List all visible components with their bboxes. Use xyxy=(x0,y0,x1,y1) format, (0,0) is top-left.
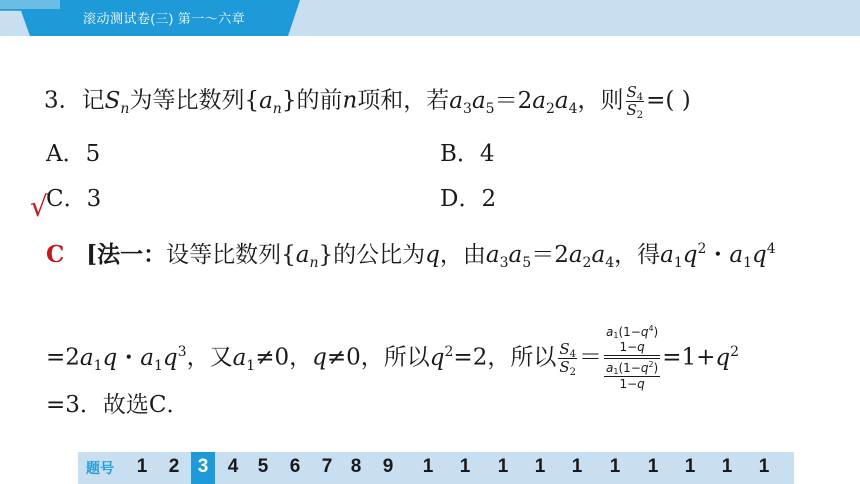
question-nav-bar xyxy=(78,452,794,484)
fraction-S4-over-S2: $\frac{S_4}{S_2}$ xyxy=(559,340,576,378)
math-q: q xyxy=(425,242,440,268)
question-text-part: 为等比数列{ xyxy=(129,87,260,114)
question-nav-item-8[interactable]: 8 xyxy=(350,456,362,477)
math-condition: $a_3a_5=2a_2a_4$ xyxy=(449,87,578,117)
option-c[interactable]: C．3 xyxy=(46,186,102,212)
question-nav-item-15[interactable]: 1 xyxy=(609,456,621,477)
math-q-squared: $q^2$ xyxy=(715,343,740,371)
question-nav-item-14[interactable]: 1 xyxy=(571,456,583,477)
question-text xyxy=(44,84,691,119)
question-nav-item-18[interactable]: 1 xyxy=(721,456,733,477)
question-nav-item-4[interactable]: 4 xyxy=(227,456,239,477)
question-nav-item-13[interactable]: 1 xyxy=(534,456,546,477)
question-nav-item-7[interactable]: 7 xyxy=(321,456,333,477)
option-d[interactable]: D．2 xyxy=(440,186,497,212)
math-q: q xyxy=(312,344,327,371)
method-label: [法一： xyxy=(86,241,167,268)
math-a-n: $a_n$ xyxy=(259,87,282,117)
question-nav-item-11[interactable]: 1 xyxy=(459,456,471,477)
answer-letter: C xyxy=(46,241,65,268)
question-nav-item-6[interactable]: 6 xyxy=(289,456,301,477)
solution-text-part: ，得 xyxy=(614,242,661,268)
solution-text-part: }的公比为 xyxy=(318,242,426,268)
question-nav-item-19[interactable]: 1 xyxy=(758,456,770,477)
math-n: n xyxy=(342,87,358,114)
math-q-squared: $q^2$ xyxy=(429,343,454,371)
solution-line-1 xyxy=(46,240,776,270)
solution-text-part: ，又 xyxy=(186,344,233,371)
question-nav-item-1[interactable]: 1 xyxy=(136,456,148,477)
question-nav-item-5[interactable]: 5 xyxy=(257,456,269,477)
math-product: $a_1q$・$a_1q^3$ xyxy=(79,343,187,374)
solution-line-3: =3．故选C． xyxy=(46,392,190,418)
question-nav-item-9[interactable]: 9 xyxy=(382,456,394,477)
series-ratio-fraction: $a_1(1-q^4)$ 1−q $a_1(1-q^2)$ 1−q xyxy=(605,324,659,391)
question-text-part: ，则 xyxy=(577,87,624,114)
solution-text-part: ，由 xyxy=(439,242,486,268)
solution-text-part: ≠0， xyxy=(255,344,313,371)
option-a[interactable]: A．5 xyxy=(46,141,101,167)
math-S-n: $S_n$ xyxy=(104,87,130,117)
solution-text-part: 设等比数列{ xyxy=(166,242,296,268)
solution-line-2: $=2a_1q$・$a_1q^3$，又$a_1\ne 0$，q≠0，所以$q^2=2$，所以 $\frac{S_4}{S_2}$ ＝ $a_1(1-q^4)$ 1−q $a_1(1-q^2)$ 1−q $=1+q^2$ xyxy=(46,324,740,391)
question-nav-item-17[interactable]: 1 xyxy=(684,456,696,477)
solution-text-part: =1+ xyxy=(662,344,716,371)
question-text-part: 项和，若 xyxy=(357,87,450,114)
question-nav-item-10[interactable]: 1 xyxy=(422,456,434,477)
solution-text-part: ≠0，所以 xyxy=(326,344,430,371)
page-title: 滚动测试卷(三) 第一～六章 xyxy=(83,11,246,26)
solution-text-part: =2，所以 xyxy=(453,344,557,371)
option-b[interactable]: B．4 xyxy=(440,141,495,167)
math-condition: $a_3a_5=2a_2a_4$ xyxy=(485,242,615,271)
math-a-n: $a_n$ xyxy=(295,242,319,271)
math-a1: $a_1$ xyxy=(232,344,256,374)
question-number: 3．记 xyxy=(44,87,105,114)
answer-blank: =( ) xyxy=(646,87,691,114)
question-text-part: }的前 xyxy=(281,87,343,114)
math-product: $a_1q^2$・$a_1q^4$ xyxy=(660,241,776,271)
question-nav-item-16[interactable]: 1 xyxy=(647,456,659,477)
top-banner xyxy=(0,0,860,36)
banner-decoration xyxy=(0,0,60,9)
question-nav-item-3[interactable]: 3 xyxy=(191,452,215,484)
question-nav-item-2[interactable]: 2 xyxy=(168,456,180,477)
correct-check-icon: √ xyxy=(30,190,48,223)
question-nav-item-12[interactable]: 1 xyxy=(497,456,509,477)
fraction-S4-over-S2: $\frac{S_4}{S_2}$ xyxy=(626,83,644,121)
solution-text-part: =2 xyxy=(46,344,80,371)
question-nav-label: 题号 xyxy=(86,461,114,477)
